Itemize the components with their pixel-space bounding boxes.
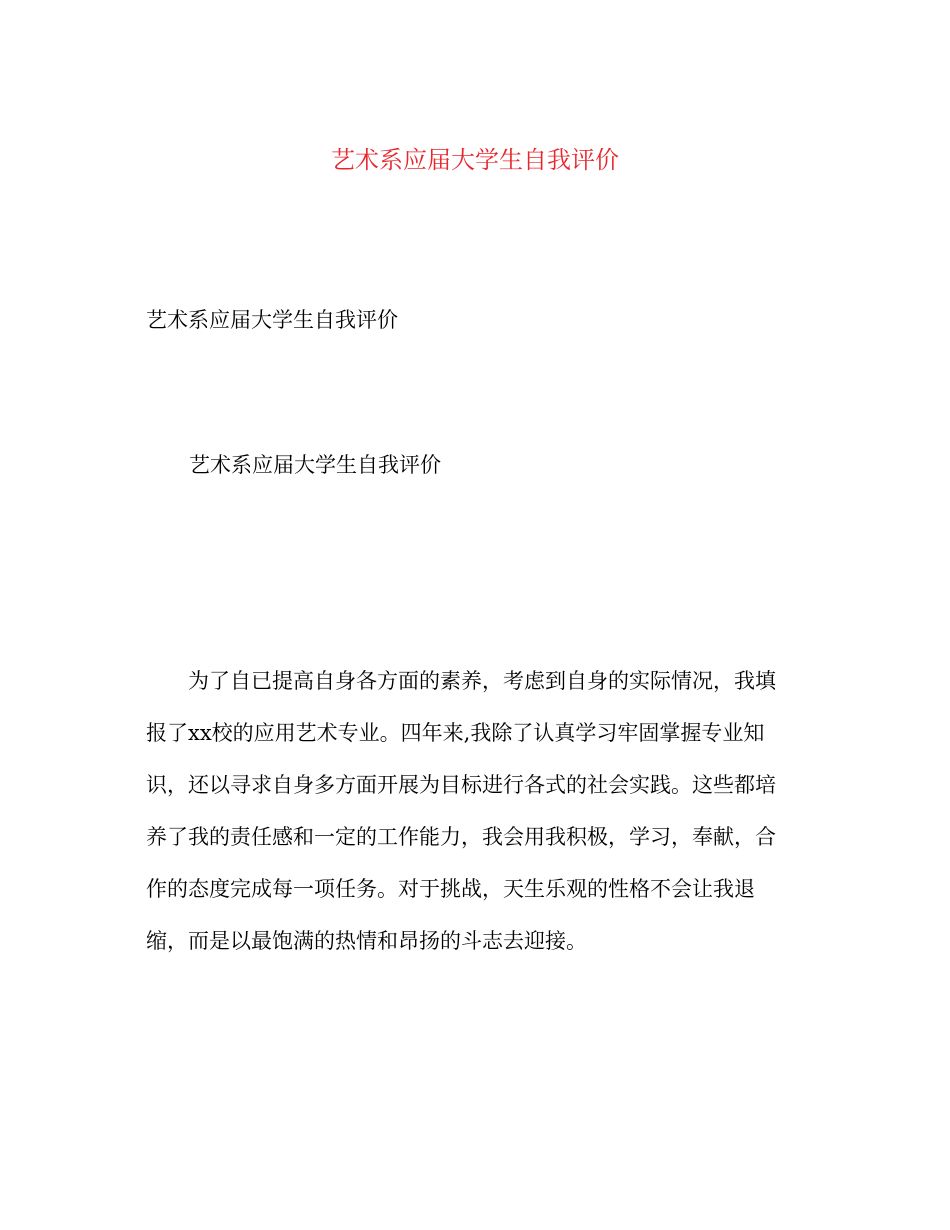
section-heading: 艺术系应届大学生自我评价 — [189, 453, 441, 477]
body-line-4: 养了我的责任感和一定的工作能力，我会用我积极，学习，奉献，合 — [146, 825, 776, 849]
body-line-1: 为了自已提高自身各方面的素养，考虑到自身的实际情况，我填 — [146, 669, 776, 693]
document-title: 艺术系应届大学生自我评价 — [331, 146, 619, 174]
body-line-3: 识，还以寻求自身多方面开展为目标进行各式的社会实践。这些都培 — [146, 773, 776, 797]
body-line-6: 缩，而是以最饱满的热情和昂扬的斗志去迎接。 — [146, 929, 587, 953]
body-line-2: 报了xx校的应用艺术专业。四年来,我除了认真学习牢固掌握专业知 — [146, 721, 765, 745]
body-paragraph — [146, 666, 806, 978]
document-subtitle: 艺术系应届大学生自我评价 — [146, 308, 398, 332]
body-line-5: 作的态度完成每一项任务。对于挑战，天生乐观的性格不会让我退 — [146, 877, 755, 901]
